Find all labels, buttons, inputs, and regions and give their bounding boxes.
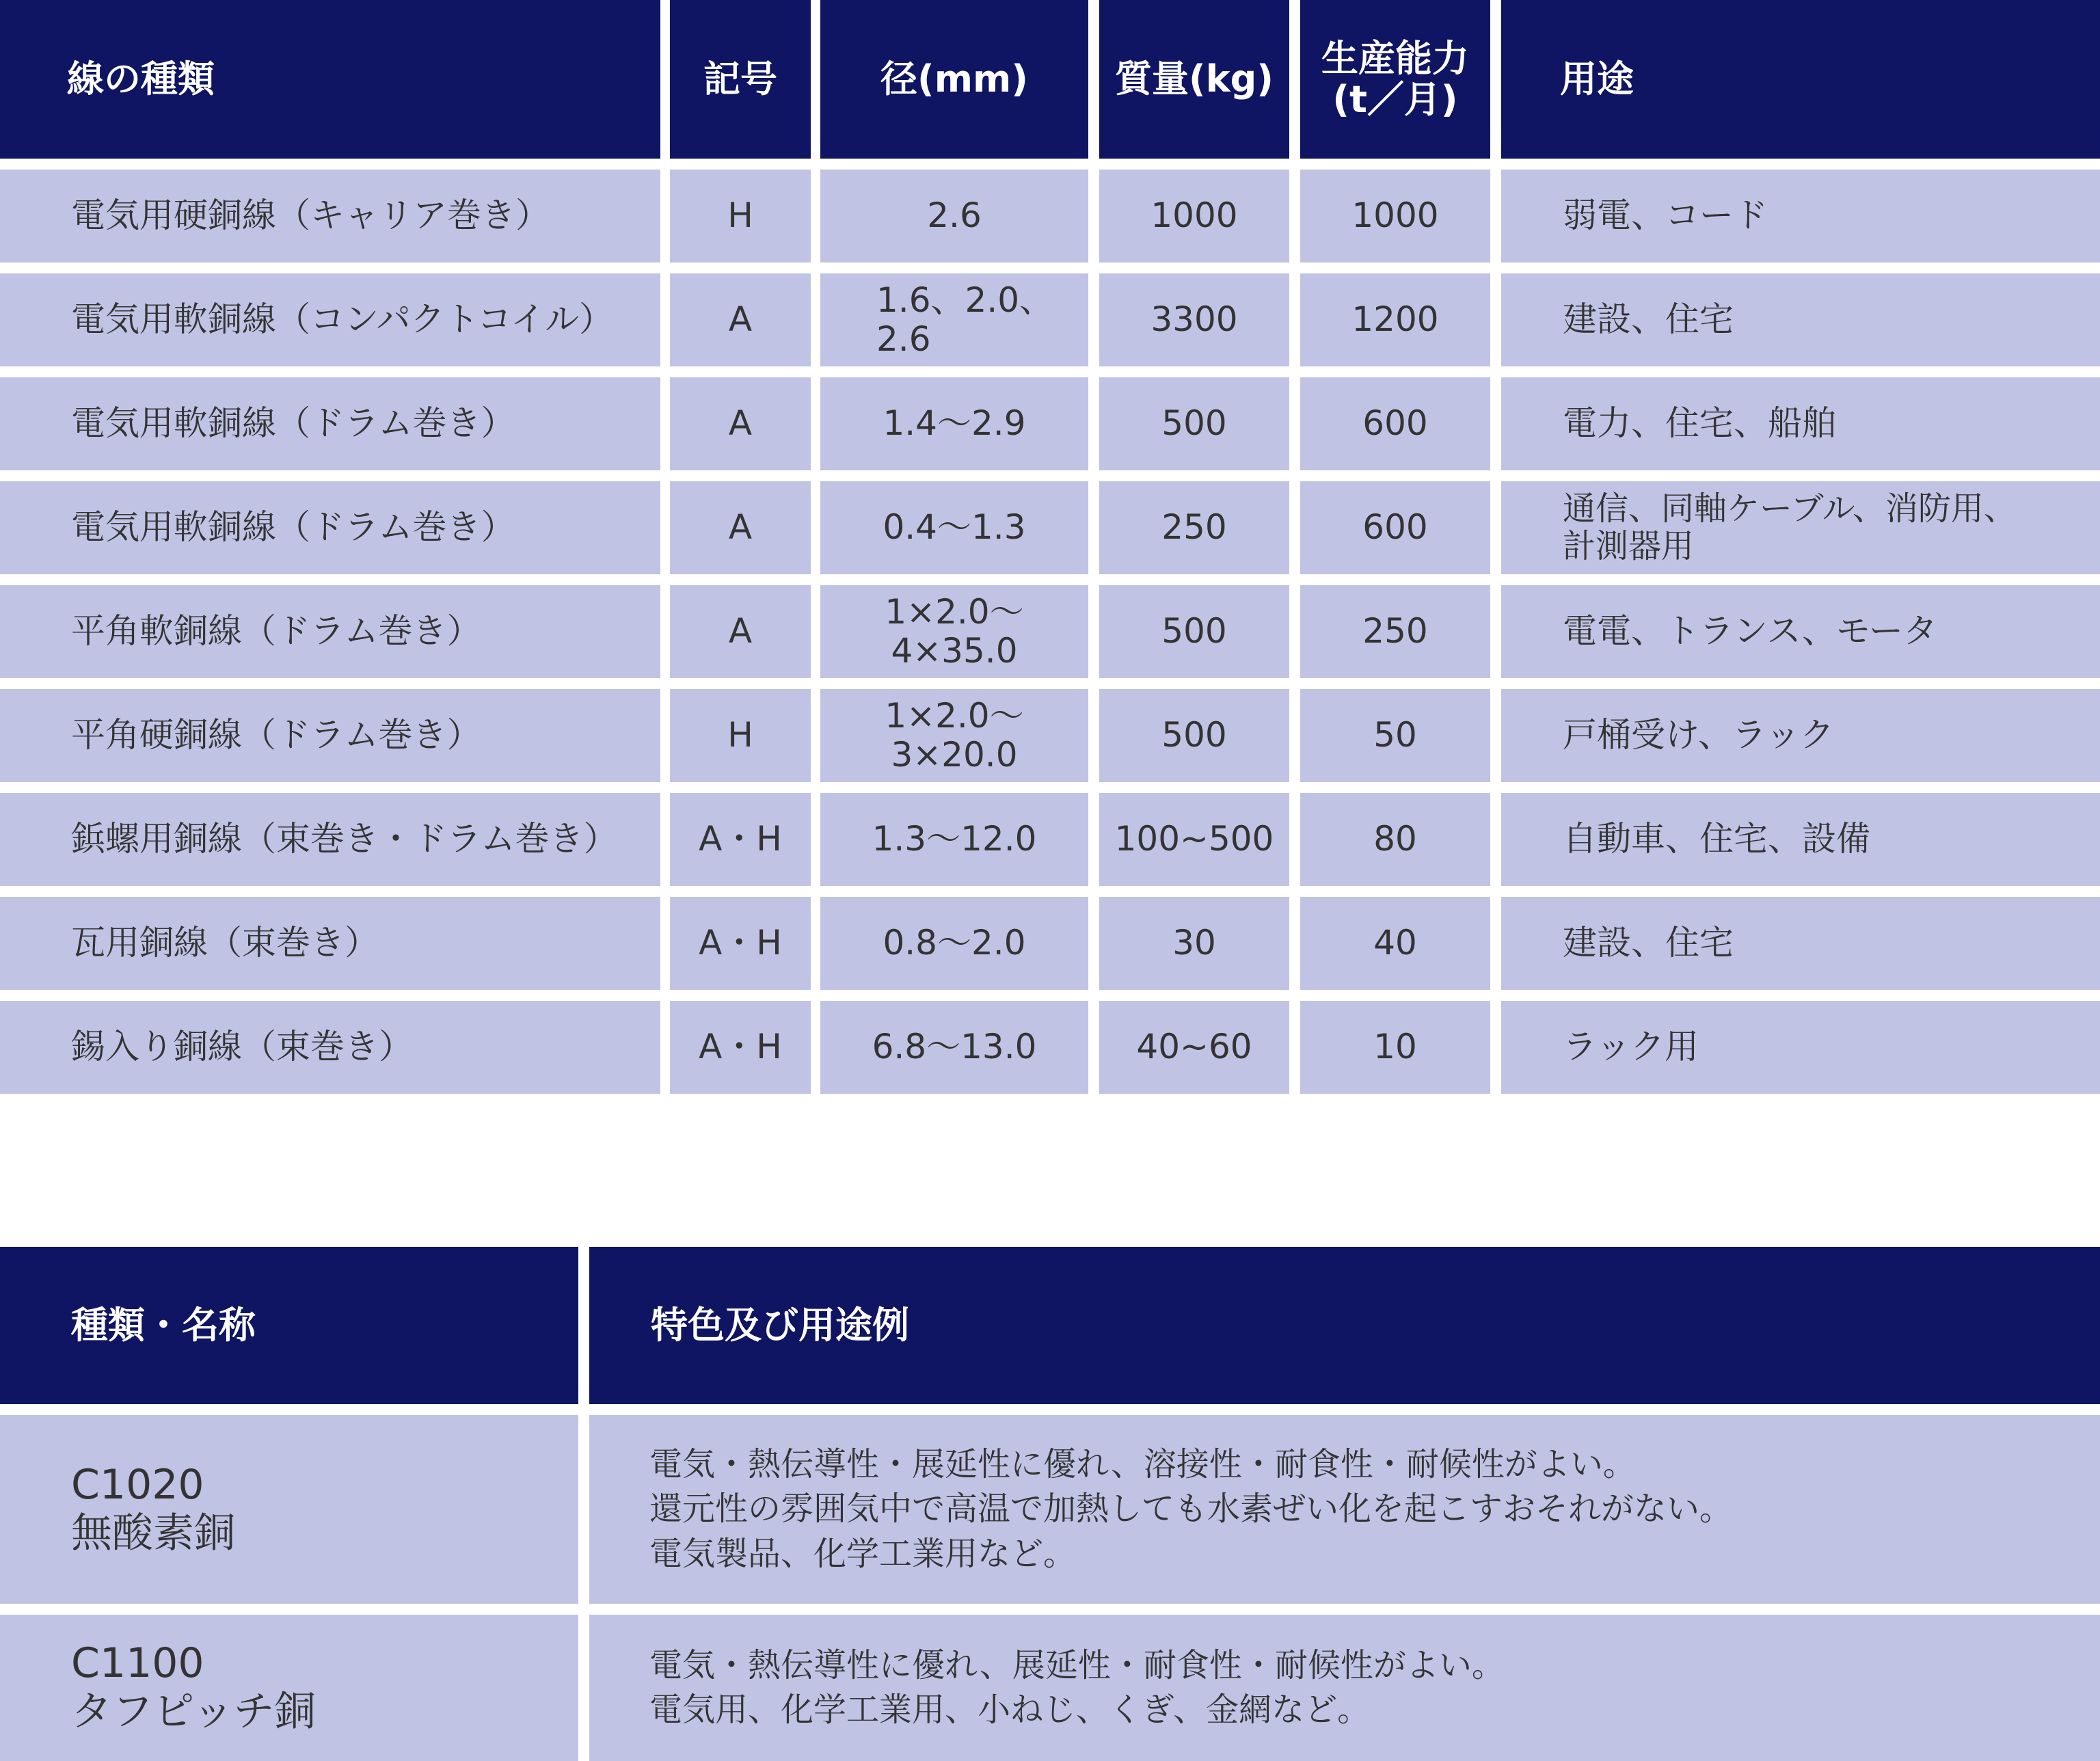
table-row-1-capacity: 1000 xyxy=(1300,170,1490,263)
table-row-4-symbol: A xyxy=(670,481,811,574)
table-row-4-usage: 通信、同軸ケーブル、消防用、 計測器用 xyxy=(1501,481,2100,574)
table-row-3-mass: 500 xyxy=(1099,377,1289,470)
table-row-6-diameter: 1×2.0〜 3×20.0 xyxy=(820,689,1088,782)
table-row-9-capacity: 10 xyxy=(1300,1001,1490,1094)
table-row-6-wire-type: 平角硬銅線（ドラム巻き） xyxy=(0,689,660,782)
table-row-7-capacity: 80 xyxy=(1300,793,1490,886)
table-row-5-wire-type: 平角軟銅線（ドラム巻き） xyxy=(0,585,660,678)
table-row-2-diameter: 1.6、2.0、 2.6 xyxy=(820,273,1088,366)
table2-row-1-features: 電気・熱伝導性・展延性に優れ、溶接性・耐食性・耐候性がよい。 還元性の雰囲気中で高温で加熱しても水素ぜい化を起こすおそれがない。 電気製品、化学工業用など。 xyxy=(589,1415,2100,1604)
table-row-2-mass: 3300 xyxy=(1099,273,1289,366)
table-row-9-symbol: A・H xyxy=(670,1001,811,1094)
table-row-7-symbol: A・H xyxy=(670,793,811,886)
table-row-8-symbol: A・H xyxy=(670,897,811,990)
table-row-1-wire-type: 電気用硬銅線（キャリア巻き） xyxy=(0,170,660,263)
header-wire-type: 線の種類 xyxy=(0,0,660,159)
table2-row-2-features: 電気・熱伝導性に優れ、展延性・耐食性・耐候性がよい。 電気用、化学工業用、小ねじ、くぎ、金網など。 xyxy=(589,1615,2100,1761)
table-row-8-usage: 建設、住宅 xyxy=(1501,897,2100,990)
table-row-7-wire-type: 鋲螺用銅線（束巻き・ドラム巻き） xyxy=(0,793,660,886)
table-row-1-diameter: 2.6 xyxy=(820,170,1088,263)
table-row-4-mass: 250 xyxy=(1099,481,1289,574)
header-grade-name: 種類・名称 xyxy=(0,1247,578,1404)
table-row-9-wire-type: 錫入り銅線（束巻き） xyxy=(0,1001,660,1094)
header-mass: 質量(kg) xyxy=(1099,0,1289,159)
table-row-5-symbol: A xyxy=(670,585,811,678)
table-row-7-usage: 自動車、住宅、設備 xyxy=(1501,793,2100,886)
table-row-9-mass: 40~60 xyxy=(1099,1001,1289,1094)
header-diameter: 径(mm) xyxy=(820,0,1088,159)
table-row-5-mass: 500 xyxy=(1099,585,1289,678)
table-row-1-symbol: H xyxy=(670,170,811,263)
table-row-3-diameter: 1.4〜2.9 xyxy=(820,377,1088,470)
table-row-1-usage: 弱電、コード xyxy=(1501,170,2100,263)
header-capacity: 生産能力 (t／月) xyxy=(1300,0,1490,159)
table-row-9-usage: ラック用 xyxy=(1501,1001,2100,1094)
table-row-3-capacity: 600 xyxy=(1300,377,1490,470)
table-row-3-symbol: A xyxy=(670,377,811,470)
header-symbol: 記号 xyxy=(670,0,811,159)
header-features-usage: 特色及び用途例 xyxy=(589,1247,2100,1404)
table-row-6-symbol: H xyxy=(670,689,811,782)
table-row-2-wire-type: 電気用軟銅線（コンパクトコイル） xyxy=(0,273,660,366)
table-row-8-diameter: 0.8〜2.0 xyxy=(820,897,1088,990)
table-row-5-diameter: 1×2.0〜 4×35.0 xyxy=(820,585,1088,678)
table2-row-2-grade-name: C1100 タフピッチ銅 xyxy=(0,1615,578,1761)
table-row-3-usage: 電力、住宅、船舶 xyxy=(1501,377,2100,470)
table-row-7-mass: 100~500 xyxy=(1099,793,1289,886)
header-usage: 用途 xyxy=(1501,0,2100,159)
table-row-2-usage: 建設、住宅 xyxy=(1501,273,2100,366)
table-row-8-wire-type: 瓦用銅線（束巻き） xyxy=(0,897,660,990)
table-row-4-diameter: 0.4〜1.3 xyxy=(820,481,1088,574)
table-row-5-usage: 電電、トランス、モータ xyxy=(1501,585,2100,678)
table-row-3-wire-type: 電気用軟銅線（ドラム巻き） xyxy=(0,377,660,470)
table-row-1-mass: 1000 xyxy=(1099,170,1289,263)
table-row-4-capacity: 600 xyxy=(1300,481,1490,574)
table-row-6-capacity: 50 xyxy=(1300,689,1490,782)
table-row-9-diameter: 6.8〜13.0 xyxy=(820,1001,1088,1094)
table-row-8-mass: 30 xyxy=(1099,897,1289,990)
table-row-7-diameter: 1.3〜12.0 xyxy=(820,793,1088,886)
table2-row-1-grade-name: C1020 無酸素銅 xyxy=(0,1415,578,1604)
table-row-6-usage: 戸桶受け、ラック xyxy=(1501,689,2100,782)
table-row-5-capacity: 250 xyxy=(1300,585,1490,678)
table-row-6-mass: 500 xyxy=(1099,689,1289,782)
table-row-2-capacity: 1200 xyxy=(1300,273,1490,366)
table-row-8-capacity: 40 xyxy=(1300,897,1490,990)
table-row-4-wire-type: 電気用軟銅線（ドラム巻き） xyxy=(0,481,660,574)
table-row-2-symbol: A xyxy=(670,273,811,366)
